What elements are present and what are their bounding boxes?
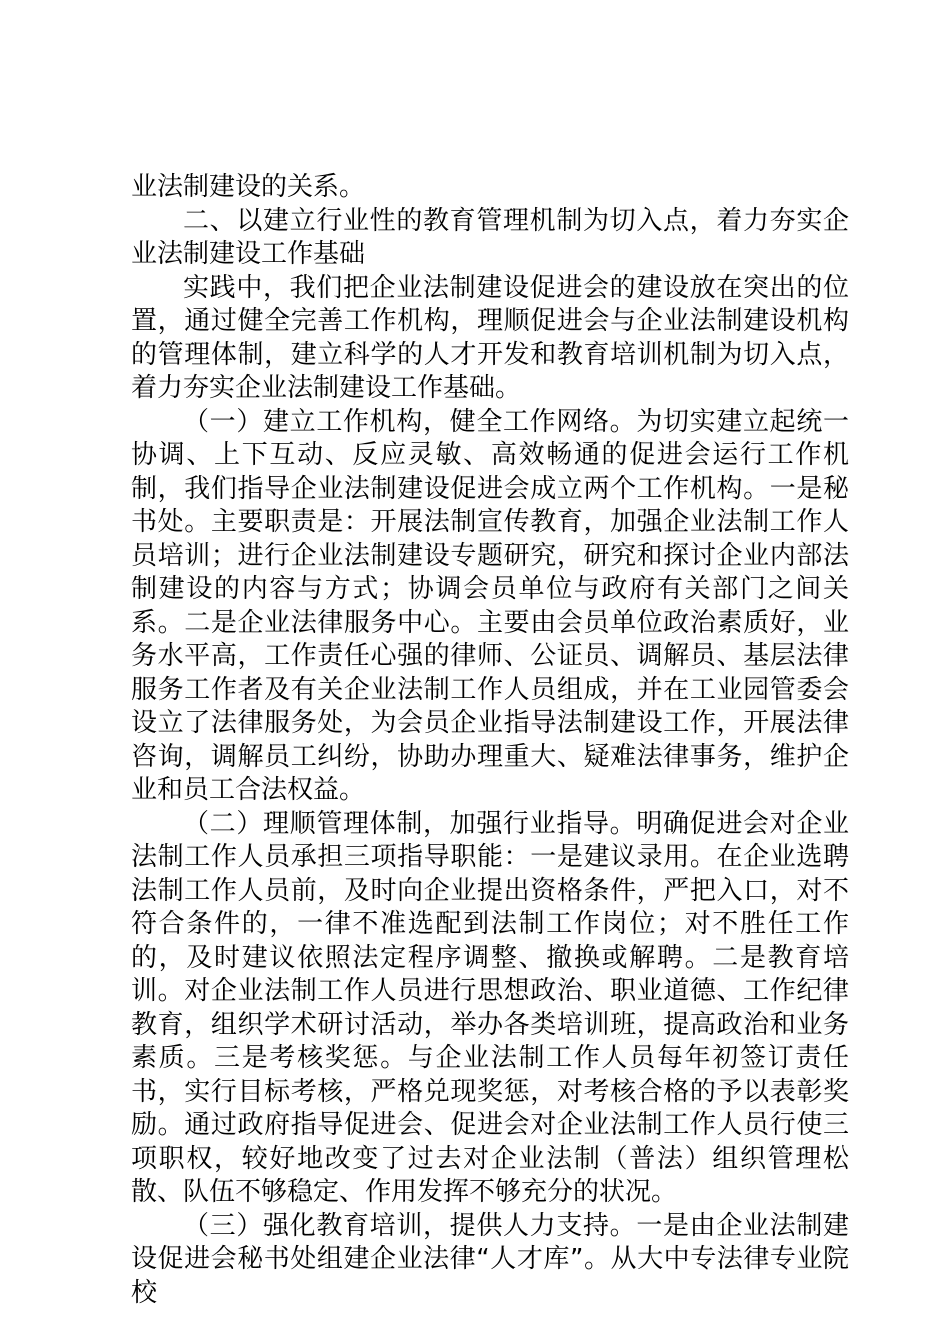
paragraph-intro: 实践中，我们把企业法制建设促进会的建设放在突出的位置，通过健全完善工作机构，理顺促进会与企业法制建设机构的管理体制，建立科学的人才开发和教育培训机制为切入点，着力夯实企业法制建设工作基础。 — [131, 272, 849, 403]
document-body — [131, 171, 849, 1310]
paragraph-item-1: （一）建立工作机构，健全工作网络。为切实建立起统一协调、上下互动、反应灵敏、高效畅通的促进会运行工作机制，我们指导企业法制建设促进会成立两个工作机构。一是秘书处。主要职责是：开展法制宣传教育，加强企业法制工作人员培训；进行企业法制建设专题研究，研究和探讨企业内部法制建设的内容与方式；协调会员单位与政府有关部门之间关系。二是企业法律服务中心。主要由会员单位政治素质好，业务水平高，工作责任心强的律师、公证员、调解员、基层法律服务工作者及有关企业法制工作人员组成，并在工业园管委会设立了法律服务处，为会员企业指导法制建设工作，开展法律咨询，调解员工纠纷，协助办理重大、疑难法律事务，维护企业和员工合法权益。 — [131, 406, 849, 805]
paragraph-continuation: 业法制建设的关系。 — [131, 172, 366, 202]
section-heading: 二、以建立行业性的教育管理机制为切入点，着力夯实企业法制建设工作基础 — [131, 205, 849, 269]
paragraph-item-2: （二）理顺管理体制，加强行业指导。明确促进会对企业法制工作人员承担三项指导职能：一是建议录用。在企业选聘法制工作人员前，及时向企业提出资格条件，严把入口，对不符合条件的，一律不准选配到法制工作岗位；对不胜任工作的，及时建议依照法定程序调整、撤换或解聘。二是教育培训。对企业法制工作人员进行思想政治、职业道德、工作纪律教育，组织学术研讨活动，举办各类培训班，提高政治和业务素质。三是考核奖惩。与企业法制工作人员每年初签订责任书，实行目标考核，严格兑现奖惩，对考核合格的予以表彰奖励。通过政府指导促进会、促进会对企业法制工作人员行使三项职权，较好地改变了过去对企业法制（普法）组织管理松散、队伍不够稳定、作用发挥不够充分的状况。 — [131, 808, 849, 1207]
paragraph-item-3: （三）强化教育培训，提供人力支持。一是由企业法制建设促进会秘书处组建企业法律“人才库”。从大中专法律专业院校 — [131, 1210, 849, 1308]
